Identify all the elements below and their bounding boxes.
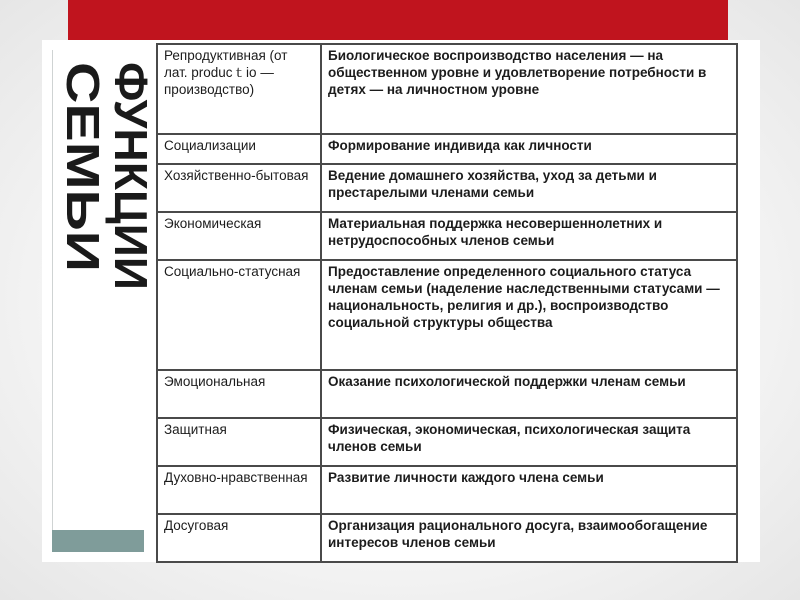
function-name: Репродуктивная (от лат. producｔio — производство): [157, 44, 321, 134]
table-row: [157, 134, 737, 164]
function-description: Формирование индивида как личности: [321, 134, 737, 164]
table-row: [157, 44, 737, 134]
function-name: Экономическая: [157, 212, 321, 260]
function-name: Духовно-нравственная: [157, 466, 321, 514]
function-description: Ведение домашнего хозяйства, уход за детьми и престарелыми членами семьи: [321, 164, 737, 212]
header-bar: [68, 0, 728, 40]
table-row: [157, 418, 737, 466]
sidebar-title-line2: СЕМЬИ: [57, 62, 109, 231]
function-description: Физическая, экономическая, психологическая защита членов семьи: [321, 418, 737, 466]
table-row: [157, 514, 737, 562]
function-description: Оказание психологической поддержки членам семьи: [321, 370, 737, 418]
table-row: [157, 164, 737, 212]
table-row: [157, 466, 737, 514]
function-description: Материальная поддержка несовершеннолетних и нетрудоспособных членов семьи: [321, 212, 737, 260]
function-description: Развитие личности каждого члена семьи: [321, 466, 737, 514]
function-name: Защитная: [157, 418, 321, 466]
function-name: Социализации: [157, 134, 321, 164]
table-row: [157, 260, 737, 370]
sidebar-title: [53, 50, 157, 540]
function-name: Социально-статусная: [157, 260, 321, 370]
function-description: Биологическое воспроизводство населения — на общественном уровне и удовлетворение потребности в детях — на личностном уровне: [321, 44, 737, 134]
table-row: [157, 212, 737, 260]
sidebar: [52, 50, 157, 550]
function-name: Хозяйственно-бытовая: [157, 164, 321, 212]
accent-box: [52, 530, 144, 552]
functions-table: [156, 43, 738, 563]
function-description: Предоставление определенного социального статуса членам семьи (наделение наследственными статусами — национальность, религия и др.), воспроизводство социальной структуры общества: [321, 260, 737, 370]
sidebar-title-line1: ФУНКЦИИ: [105, 62, 157, 290]
function-name: Досуговая: [157, 514, 321, 562]
function-description: Организация рационального досуга, взаимообогащение интересов членов семьи: [321, 514, 737, 562]
table-row: [157, 370, 737, 418]
function-name: Эмоциональная: [157, 370, 321, 418]
